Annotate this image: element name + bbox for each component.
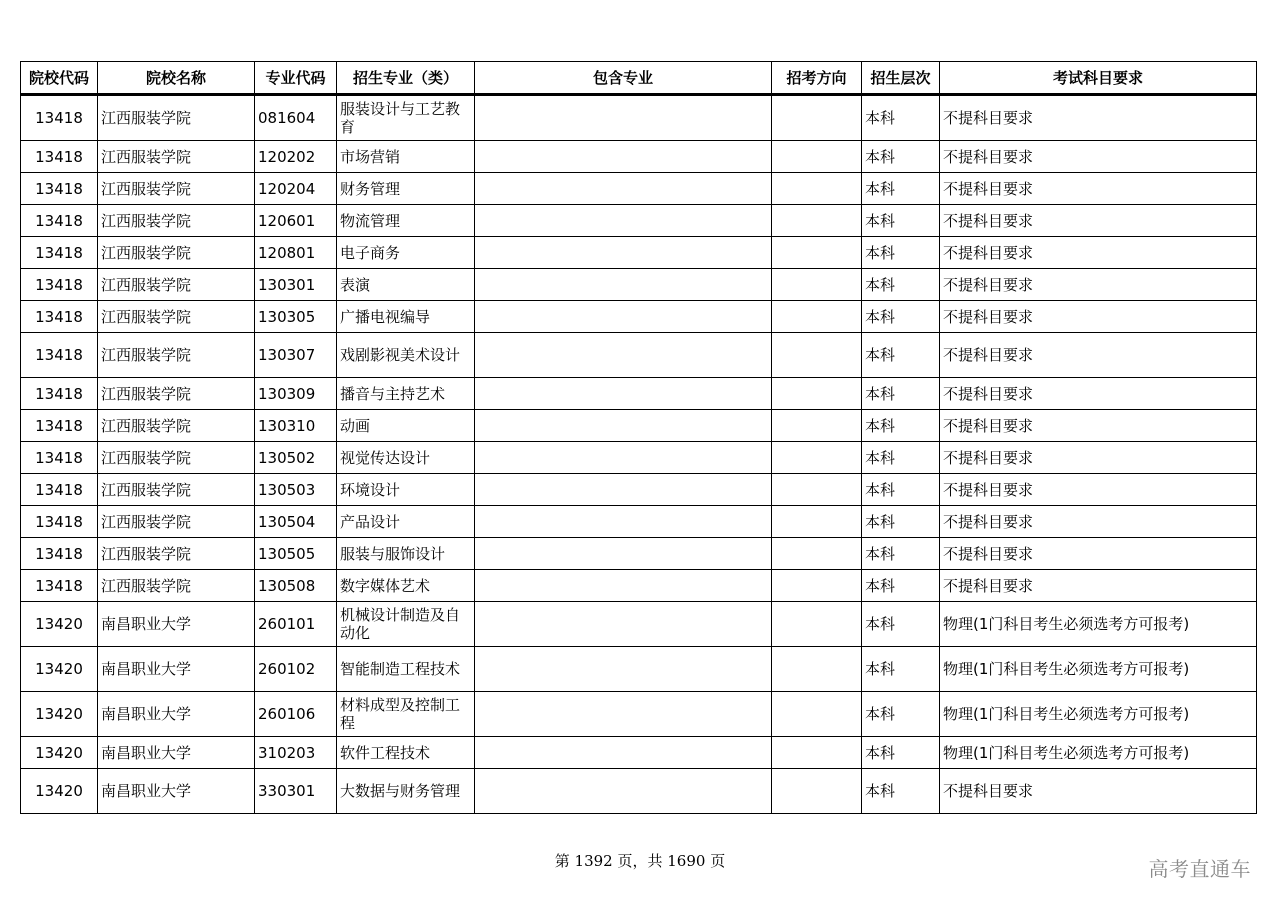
cell-included-majors	[475, 269, 772, 301]
cell-major: 软件工程技术	[337, 737, 475, 769]
cell-direction	[772, 410, 862, 442]
cell-major-code: 130508	[255, 570, 337, 602]
cell-level: 本科	[862, 95, 940, 141]
cell-school-name: 南昌职业大学	[98, 647, 255, 692]
cell-major: 材料成型及控制工程	[337, 692, 475, 737]
cell-major-code: 130301	[255, 269, 337, 301]
cell-included-majors	[475, 95, 772, 141]
cell-included-majors	[475, 570, 772, 602]
table-row	[21, 442, 1257, 474]
cell-level: 本科	[862, 378, 940, 410]
cell-school-name: 江西服装学院	[98, 506, 255, 538]
watermark-logo: 高考直通车	[1148, 857, 1251, 881]
cell-level: 本科	[862, 570, 940, 602]
cell-major: 数字媒体艺术	[337, 570, 475, 602]
cell-included-majors	[475, 173, 772, 205]
cell-direction	[772, 173, 862, 205]
cell-direction	[772, 333, 862, 378]
cell-included-majors	[475, 506, 772, 538]
cell-major-code: 130504	[255, 506, 337, 538]
cell-level: 本科	[862, 237, 940, 269]
cell-subject-requirement: 不提科目要求	[940, 769, 1257, 814]
cell-subject-requirement: 不提科目要求	[940, 506, 1257, 538]
cell-major: 机械设计制造及自动化	[337, 602, 475, 647]
cell-level: 本科	[862, 602, 940, 647]
cell-major-code: 081604	[255, 95, 337, 141]
cell-direction	[772, 378, 862, 410]
cell-school-name: 江西服装学院	[98, 205, 255, 237]
cell-subject-requirement: 物理(1门科目考生必须选考方可报考)	[940, 737, 1257, 769]
cell-school-code: 13418	[21, 474, 98, 506]
cell-school-code: 13418	[21, 95, 98, 141]
cell-subject-requirement: 物理(1门科目考生必须选考方可报考)	[940, 602, 1257, 647]
cell-major-code: 130305	[255, 301, 337, 333]
cell-school-code: 13418	[21, 237, 98, 269]
cell-subject-requirement: 不提科目要求	[940, 538, 1257, 570]
header-school-code: 院校代码	[21, 62, 98, 95]
cell-included-majors	[475, 647, 772, 692]
cell-major-code: 130502	[255, 442, 337, 474]
cell-direction	[772, 602, 862, 647]
cell-included-majors	[475, 237, 772, 269]
cell-major-code: 130310	[255, 410, 337, 442]
table-row	[21, 141, 1257, 173]
cell-included-majors	[475, 141, 772, 173]
header-major-code: 专业代码	[255, 62, 337, 95]
cell-level: 本科	[862, 205, 940, 237]
cell-level: 本科	[862, 538, 940, 570]
header-major: 招生专业（类）	[337, 62, 475, 95]
table-row	[21, 205, 1257, 237]
cell-included-majors	[475, 538, 772, 570]
cell-level: 本科	[862, 410, 940, 442]
cell-school-code: 13418	[21, 538, 98, 570]
table-row	[21, 570, 1257, 602]
table-row	[21, 301, 1257, 333]
cell-major: 服装与服饰设计	[337, 538, 475, 570]
cell-subject-requirement: 不提科目要求	[940, 570, 1257, 602]
cell-level: 本科	[862, 506, 940, 538]
cell-major-code: 130505	[255, 538, 337, 570]
cell-major: 智能制造工程技术	[337, 647, 475, 692]
cell-major: 视觉传达设计	[337, 442, 475, 474]
cell-school-name: 江西服装学院	[98, 410, 255, 442]
cell-major-code: 330301	[255, 769, 337, 814]
table-row	[21, 410, 1257, 442]
cell-school-name: 南昌职业大学	[98, 769, 255, 814]
cell-subject-requirement: 不提科目要求	[940, 378, 1257, 410]
cell-subject-requirement: 不提科目要求	[940, 410, 1257, 442]
cell-major: 动画	[337, 410, 475, 442]
cell-major-code: 260106	[255, 692, 337, 737]
cell-major: 电子商务	[337, 237, 475, 269]
header-row	[21, 62, 1257, 95]
cell-direction	[772, 141, 862, 173]
cell-included-majors	[475, 442, 772, 474]
cell-subject-requirement: 不提科目要求	[940, 141, 1257, 173]
header-included-majors: 包含专业	[475, 62, 772, 95]
cell-major: 广播电视编导	[337, 301, 475, 333]
cell-major-code: 310203	[255, 737, 337, 769]
cell-level: 本科	[862, 301, 940, 333]
cell-school-name: 南昌职业大学	[98, 602, 255, 647]
cell-subject-requirement: 不提科目要求	[940, 474, 1257, 506]
cell-level: 本科	[862, 769, 940, 814]
table-row	[21, 506, 1257, 538]
header-subject-requirement: 考试科目要求	[940, 62, 1257, 95]
cell-subject-requirement: 物理(1门科目考生必须选考方可报考)	[940, 647, 1257, 692]
cell-school-code: 13418	[21, 570, 98, 602]
cell-major: 服装设计与工艺教育	[337, 95, 475, 141]
cell-included-majors	[475, 692, 772, 737]
cell-school-code: 13420	[21, 692, 98, 737]
cell-school-name: 江西服装学院	[98, 378, 255, 410]
cell-direction	[772, 647, 862, 692]
cell-school-name: 江西服装学院	[98, 333, 255, 378]
table-row	[21, 769, 1257, 814]
cell-major-code: 120801	[255, 237, 337, 269]
cell-direction	[772, 570, 862, 602]
cell-school-code: 13418	[21, 333, 98, 378]
cell-included-majors	[475, 602, 772, 647]
cell-major: 戏剧影视美术设计	[337, 333, 475, 378]
cell-subject-requirement: 不提科目要求	[940, 205, 1257, 237]
cell-major: 市场营销	[337, 141, 475, 173]
cell-school-name: 江西服装学院	[98, 570, 255, 602]
cell-school-name: 江西服装学院	[98, 474, 255, 506]
cell-school-code: 13418	[21, 442, 98, 474]
cell-subject-requirement: 不提科目要求	[940, 301, 1257, 333]
cell-major-code: 260101	[255, 602, 337, 647]
cell-school-name: 江西服装学院	[98, 237, 255, 269]
cell-school-code: 13418	[21, 269, 98, 301]
cell-direction	[772, 237, 862, 269]
cell-level: 本科	[862, 333, 940, 378]
cell-level: 本科	[862, 173, 940, 205]
cell-level: 本科	[862, 269, 940, 301]
cell-direction	[772, 95, 862, 141]
cell-level: 本科	[862, 737, 940, 769]
cell-subject-requirement: 不提科目要求	[940, 237, 1257, 269]
cell-level: 本科	[862, 692, 940, 737]
table-row	[21, 333, 1257, 378]
cell-included-majors	[475, 301, 772, 333]
table-row	[21, 647, 1257, 692]
cell-level: 本科	[862, 474, 940, 506]
cell-major: 大数据与财务管理	[337, 769, 475, 814]
cell-school-name: 江西服装学院	[98, 269, 255, 301]
cell-school-code: 13418	[21, 378, 98, 410]
cell-school-name: 江西服装学院	[98, 301, 255, 333]
cell-school-code: 13420	[21, 647, 98, 692]
cell-major-code: 120601	[255, 205, 337, 237]
cell-included-majors	[475, 769, 772, 814]
cell-direction	[772, 506, 862, 538]
cell-school-code: 13418	[21, 301, 98, 333]
cell-school-name: 江西服装学院	[98, 141, 255, 173]
cell-direction	[772, 474, 862, 506]
cell-direction	[772, 737, 862, 769]
cell-direction	[772, 205, 862, 237]
cell-school-code: 13418	[21, 141, 98, 173]
cell-direction	[772, 442, 862, 474]
cell-subject-requirement: 不提科目要求	[940, 173, 1257, 205]
cell-school-code: 13418	[21, 410, 98, 442]
cell-school-code: 13420	[21, 602, 98, 647]
cell-school-name: 南昌职业大学	[98, 692, 255, 737]
cell-school-code: 13420	[21, 769, 98, 814]
cell-major: 表演	[337, 269, 475, 301]
table-row	[21, 737, 1257, 769]
cell-school-name: 南昌职业大学	[98, 737, 255, 769]
cell-direction	[772, 538, 862, 570]
cell-included-majors	[475, 378, 772, 410]
cell-major-code: 130503	[255, 474, 337, 506]
cell-direction	[772, 301, 862, 333]
cell-school-code: 13418	[21, 173, 98, 205]
cell-included-majors	[475, 333, 772, 378]
table-row	[21, 474, 1257, 506]
cell-major-code: 260102	[255, 647, 337, 692]
cell-major-code: 120204	[255, 173, 337, 205]
table-row	[21, 269, 1257, 301]
cell-school-code: 13418	[21, 205, 98, 237]
table-row	[21, 538, 1257, 570]
cell-included-majors	[475, 474, 772, 506]
cell-major-code: 130307	[255, 333, 337, 378]
table-row	[21, 173, 1257, 205]
table-body	[21, 95, 1257, 814]
cell-direction	[772, 769, 862, 814]
table-row	[21, 692, 1257, 737]
cell-direction	[772, 692, 862, 737]
cell-major-code: 120202	[255, 141, 337, 173]
cell-school-name: 江西服装学院	[98, 538, 255, 570]
cell-major: 播音与主持艺术	[337, 378, 475, 410]
admission-table	[20, 61, 1257, 814]
cell-subject-requirement: 不提科目要求	[940, 333, 1257, 378]
table-row	[21, 378, 1257, 410]
cell-school-code: 13420	[21, 737, 98, 769]
cell-subject-requirement: 不提科目要求	[940, 442, 1257, 474]
table-row	[21, 237, 1257, 269]
cell-major: 财务管理	[337, 173, 475, 205]
table-row	[21, 95, 1257, 141]
cell-school-name: 江西服装学院	[98, 442, 255, 474]
cell-major: 产品设计	[337, 506, 475, 538]
cell-subject-requirement: 不提科目要求	[940, 269, 1257, 301]
cell-school-code: 13418	[21, 506, 98, 538]
cell-level: 本科	[862, 141, 940, 173]
table-header	[21, 62, 1257, 95]
table-row	[21, 602, 1257, 647]
cell-subject-requirement: 物理(1门科目考生必须选考方可报考)	[940, 692, 1257, 737]
header-direction: 招考方向	[772, 62, 862, 95]
page-number: 第 1392 页，共 1690 页	[554, 852, 726, 870]
cell-major: 物流管理	[337, 205, 475, 237]
header-level: 招生层次	[862, 62, 940, 95]
cell-school-name: 江西服装学院	[98, 173, 255, 205]
cell-direction	[772, 269, 862, 301]
cell-subject-requirement: 不提科目要求	[940, 95, 1257, 141]
cell-included-majors	[475, 410, 772, 442]
cell-school-name: 江西服装学院	[98, 95, 255, 141]
admission-table-container	[20, 61, 1256, 814]
cell-included-majors	[475, 737, 772, 769]
cell-major: 环境设计	[337, 474, 475, 506]
cell-level: 本科	[862, 647, 940, 692]
header-school-name: 院校名称	[98, 62, 255, 95]
cell-major-code: 130309	[255, 378, 337, 410]
cell-level: 本科	[862, 442, 940, 474]
cell-included-majors	[475, 205, 772, 237]
